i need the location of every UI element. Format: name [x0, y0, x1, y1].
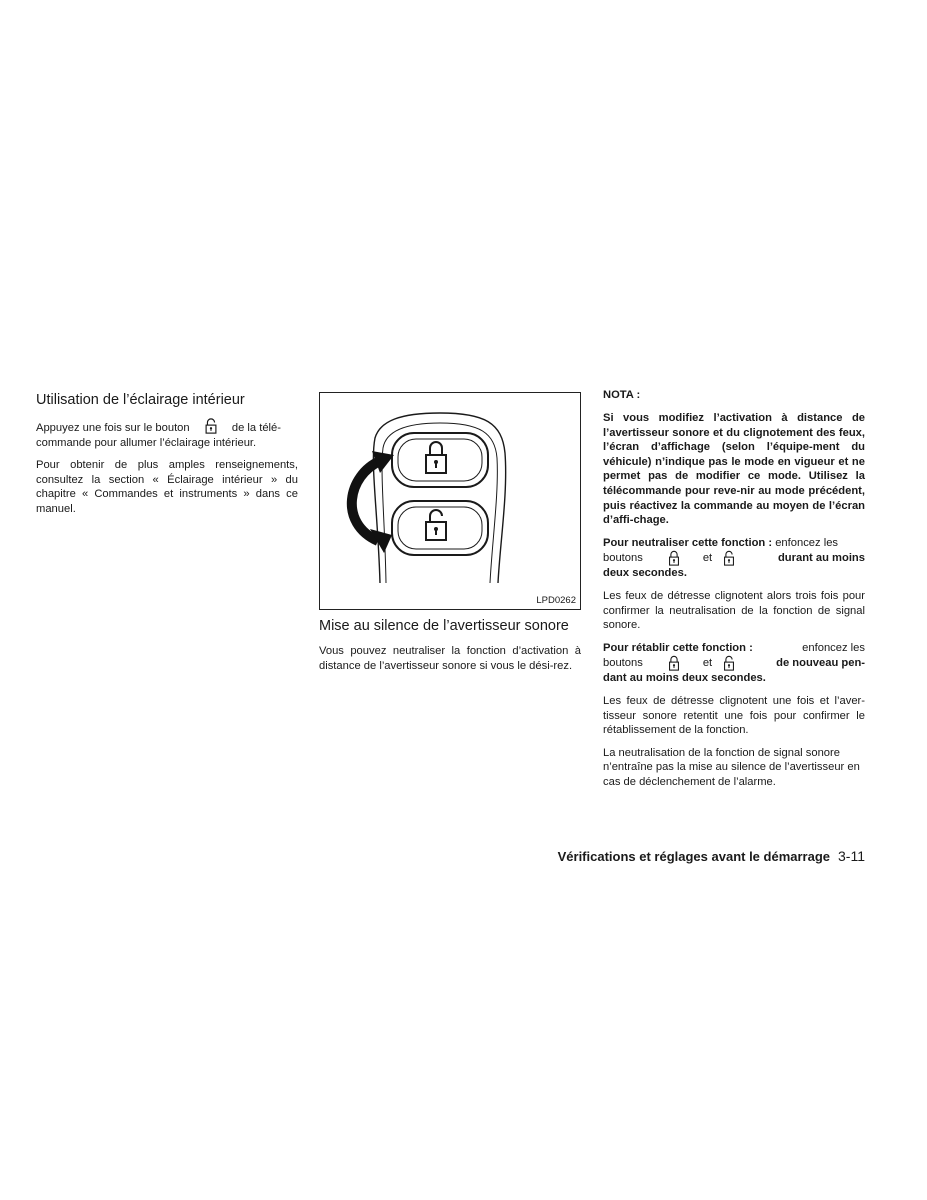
unlock-icon [203, 418, 219, 434]
paragraph-text: de la télé- [231, 422, 281, 434]
footer-title: Vérifications et réglages avant le démarrage [557, 849, 831, 864]
unlock-icon [722, 550, 736, 566]
restore-label: Pour rétablir cette fonction : [603, 641, 753, 654]
section-heading-interior-light: Utilisation de l’éclairage intérieur [36, 392, 245, 408]
column-left [36, 392, 298, 525]
page-number: 3-11 [838, 848, 865, 864]
lock-icon [426, 442, 446, 473]
and-word: et [702, 657, 713, 670]
paragraph-alarm: La neutralisation de la fonction de signal sonore n’entraîne pas la mise au silence de l’avertisseur en cas de déclenchement de l’alarme. [603, 746, 860, 788]
keyfob-inner-outline [382, 423, 497, 583]
buttons-word: boutons [603, 657, 643, 670]
lock-icon [667, 655, 681, 671]
restore-text: enfoncez les [802, 641, 865, 654]
unlock-icon [426, 510, 446, 540]
keyfob-drawing [320, 393, 581, 610]
keyfob-illustration [319, 392, 581, 610]
paragraph-horn-silence: Vous pouvez neutraliser la fonction d’activation à distance de l’avertisseur sonore si vous le dési-rez. [319, 645, 581, 672]
column-right [603, 389, 865, 797]
paragraph-text: Appuyez une fois sur le bouton [36, 422, 190, 434]
paragraph-flash-three: Les feux de détresse clignotent alors trois fois pour confirmer la neutralisation de la fonction de signal sonore. [603, 589, 865, 632]
and-word: et [702, 552, 713, 565]
unlock-icon [722, 655, 736, 671]
buttons-word: boutons [603, 552, 643, 565]
paragraph-restore [603, 641, 865, 686]
page-footer [500, 848, 865, 864]
curved-arrow-icon [352, 451, 394, 553]
section-heading-horn-silence: Mise au silence de l’avertisseur sonore [319, 618, 569, 634]
restore-buttons-line [603, 655, 865, 671]
paragraph-text: commande pour allumer l’éclairage intérieur. [36, 436, 257, 449]
figure-label: LPD0262 [536, 595, 576, 606]
lock-icon [667, 550, 681, 566]
restore-duration: de nouveau pen- [776, 657, 865, 670]
paragraph-interior-light [36, 418, 298, 450]
restore-duration-end: dant au moins deux secondes. [603, 672, 766, 685]
paragraph-flash-once: Les feux de détresse clignotent une fois et l’aver-tisseur sonore retentit une fois pour confirmer le rétablissement de la fonction. [603, 694, 865, 737]
neutralize-duration: durant au moins [777, 552, 865, 565]
paragraph-more-info: Pour obtenir de plus amples renseignements, consultez la section « Éclairage intérieur » du chapitre « Commandes et instruments » dans ce manuel. [36, 459, 298, 515]
note-text: Si vous modifiez l’activation à distance de l’avertisseur sonore et du clignotement des feux, l’écran d’affichage (selon l’équipe-ment du véhicule) n’indique pas le mode en vigueur et ne permet pas de modifier ce mode. Utilisez la télécommande pour reve-nir au mode précédent, puis réactivez la commande au moyen de l’écran d’affi-chage. [603, 412, 865, 527]
neutralize-text: enfoncez les [775, 536, 839, 549]
neutralize-duration-end: deux secondes. [603, 567, 687, 580]
neutralize-buttons-line [603, 550, 865, 566]
column-middle [319, 392, 581, 681]
neutralize-label: Pour neutraliser cette fonction : [603, 536, 773, 549]
note-title: NOTA : [603, 389, 641, 401]
paragraph-neutralize [603, 536, 865, 581]
